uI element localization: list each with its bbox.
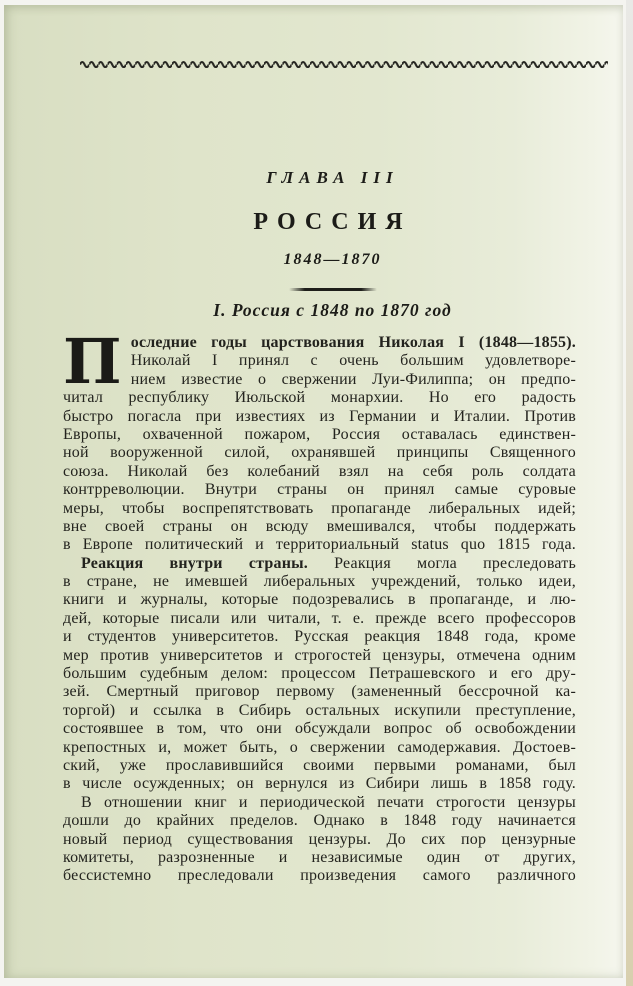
- text-line: в стране, не имевшей либеральных учреждений, только идеи,: [63, 573, 576, 591]
- text-line: в числе осужденных; он вернулся из Сибири лишь в 1858 году.: [63, 775, 576, 793]
- text-line: и студентов университетов. Русская реакция 1848 года, кроме: [63, 628, 576, 646]
- text-line: комитеты, разрозненные и независимые один от других,: [63, 848, 576, 866]
- text-line: ский, уже прославившийся своими первыми романами, был: [63, 756, 576, 774]
- text-line: читал республику Июльской монархии. Но его радость: [63, 389, 576, 407]
- text-line: большим судебным делом: процессом Петрашевского и его дру-: [63, 665, 576, 683]
- paragraph-1: [63, 325, 576, 555]
- text-line: быстро погасла при известиях из Германии и Италии. Против: [63, 407, 576, 425]
- text-line: вне своей страны он всюду вмешивался, чтобы поддержать: [63, 517, 576, 535]
- text-line: в Европе политический и территориальный status quo 1815 года.: [63, 536, 576, 554]
- wavy-rule-ornament: [80, 55, 608, 65]
- chapter-years: 1848—1870: [283, 251, 382, 268]
- text-line: союза. Николай без колебаний взял на себя роль солдата: [63, 462, 576, 480]
- drop-cap-initial: П: [63, 325, 122, 398]
- text-line: бессистемно преследовали произведения самого различного: [63, 867, 576, 885]
- text-line: Европы, охваченной пожаром, Россия оставалась единствен-: [63, 425, 576, 443]
- text-line: дей, которые писали или читали, т. е. прежде всего профессоров: [63, 609, 576, 627]
- text-line: Николай I принял с очень большим удовлетворе-: [130, 352, 576, 370]
- paragraph-2: [63, 555, 576, 794]
- page-edge-strip: [626, 0, 633, 986]
- text-line: ной вооруженной силой, охранявшей принципы Священного: [63, 444, 576, 462]
- text-line: состоявшее в том, что они обсуждали вопрос об освобождении: [63, 720, 576, 738]
- text-line: мер против университетов и строгостей цензуры, отмечена одним: [63, 646, 576, 664]
- text-line: оследние годы царствования Николая I (1848—1855).: [130, 334, 576, 351]
- text-line: меры, чтобы воспрепятствовать пропаганде либеральных идей;: [63, 499, 576, 517]
- text-line: зей. Смертный приговор первому (замененный бессрочной ка-: [63, 683, 576, 701]
- section-heading: I. Россия с 1848 по 1870 год: [213, 300, 452, 320]
- text-line: дошли до крайних пределов. Однако в 1848 году начинается: [63, 812, 576, 830]
- text-line: контрреволюции. Внутри страны он принял самые суровые: [63, 481, 576, 499]
- page-content: [4, 168, 623, 886]
- text-line: крепостных и, может быть, о свержении самодержавия. Достоев-: [63, 738, 576, 756]
- book-page: [4, 5, 623, 978]
- chapter-headings: [76, 168, 589, 321]
- text-line: В отношении книг и периодической печати строгости цензуры: [81, 793, 576, 811]
- tapered-rule-divider: [289, 288, 377, 291]
- paragraph-3: [63, 794, 576, 886]
- text-line: новый период существования цензуры. До сих пор цензурные: [63, 830, 576, 848]
- text-line: книги и журналы, которые подозревались в пропаганде, и лю-: [63, 591, 576, 609]
- text-line: Реакция внутри страны. Реакция могла преследовать: [81, 554, 576, 572]
- body-text: [63, 325, 576, 886]
- page-title: РОССИЯ: [253, 209, 412, 235]
- text-line: нием известие о свержении Луи-Филиппа; он предпо-: [130, 370, 576, 388]
- chapter-label: ГЛАВА III: [266, 168, 399, 187]
- text-line: торгой) и ссылка в Сибирь остальных искупили преступление,: [63, 701, 576, 719]
